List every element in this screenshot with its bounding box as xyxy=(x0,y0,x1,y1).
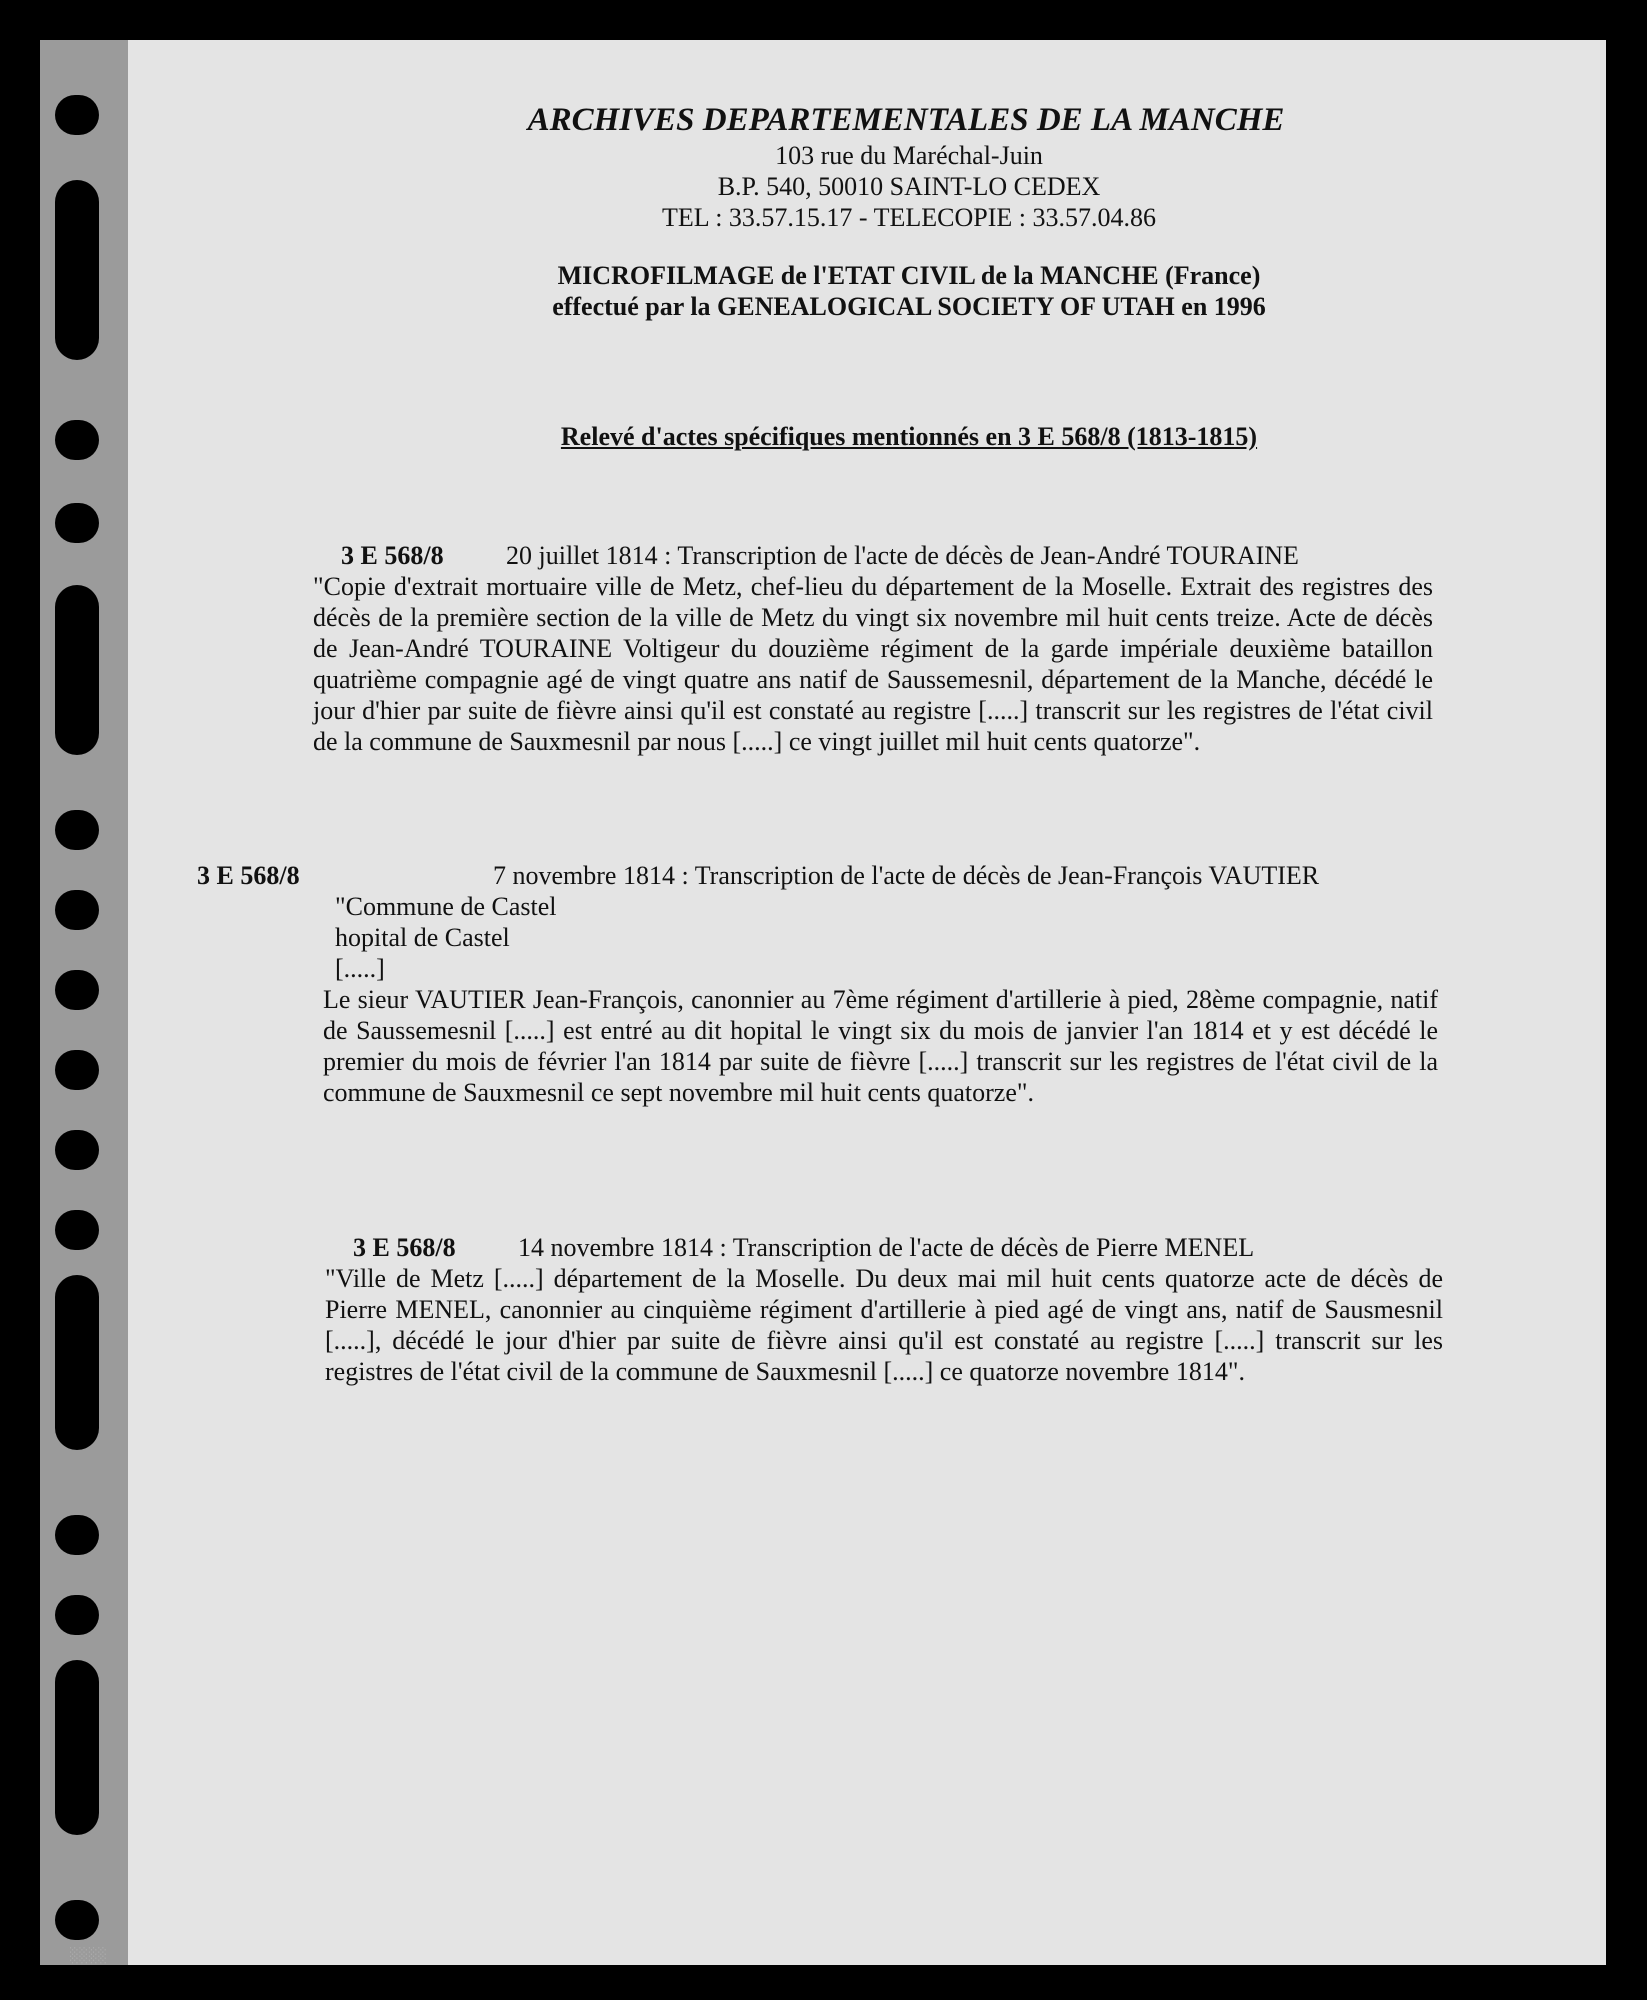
perforation xyxy=(55,180,99,360)
frame-code: ░░░░ xyxy=(70,1948,108,1964)
perforation xyxy=(55,1595,99,1635)
entry-body: Le sieur VAUTIER Jean-François, canonnier au 7ème régiment d'artillerie à pied, 28ème compagnie, natif de Saussemesnil [.....] est entré au dit hopital le vingt six du mois de janvier l'an 1814 et y est décédé le premier du mois de février l'an 1814 par suite de fièvre [.....] transcrit sur les registres de l'état civil de la commune de Sauxmesnil ce sept novembre mil huit cents quatorze". xyxy=(323,985,1438,1107)
record-entry xyxy=(313,540,1433,757)
microfilm-notice xyxy=(128,260,1606,322)
perforation xyxy=(55,95,99,135)
perforation xyxy=(55,585,99,755)
entry-body: "Copie d'extrait mortuaire ville de Metz, chef-lieu du département de la Moselle. Extrait des registres des décès de la première section de la ville de Metz du vingt six novembre mil huit cents treize. Acte de décès de Jean-André TOURAINE Voltigeur du douzième régiment de la garde impériale deuxième bataillon quatrième compagnie agé de vingt quatre ans natif de Saussemesnil, département de la Manche, décédé le jour d'hier par suite de fièvre ainsi qu'il est constaté au registre [.....] transcrit sur les registres de l'état civil de la commune de Sauxmesnil par nous [.....] ce vingt juillet mil huit cents quatorze". xyxy=(313,572,1433,756)
entry-heading xyxy=(197,860,1438,891)
perforation xyxy=(55,1275,99,1450)
record-entry xyxy=(197,860,1438,1108)
microfilm-line: effectué par la GENEALOGICAL SOCIETY OF UTAH en 1996 xyxy=(552,292,1266,321)
entry-heading xyxy=(313,540,1433,571)
address-line: 103 rue du Maréchal-Juin xyxy=(775,141,1043,170)
letterhead xyxy=(128,100,1606,233)
entry-line: hopital de Castel xyxy=(335,923,510,952)
perforation xyxy=(55,810,99,850)
perforation xyxy=(55,1660,99,1835)
perforation xyxy=(55,420,99,460)
document-page xyxy=(128,40,1606,1965)
perforation xyxy=(55,1210,99,1250)
releve-title xyxy=(128,422,1606,452)
entry-heading-text: 20 juillet 1814 : Transcription de l'acte de décès de Jean-André TOURAINE xyxy=(506,541,1299,570)
entry-ref: 3 E 568/8 xyxy=(197,861,300,890)
entry-line: [.....] xyxy=(335,954,385,983)
address-line: B.P. 540, 50010 SAINT-LO CEDEX xyxy=(717,172,1101,201)
perforation xyxy=(55,1515,99,1555)
microfilm-line: MICROFILMAGE de l'ETAT CIVIL de la MANCHE (France) xyxy=(557,261,1261,290)
address-line: TEL : 33.57.15.17 - TELECOPIE : 33.57.04.86 xyxy=(662,203,1156,232)
perforation xyxy=(55,890,99,930)
perforation xyxy=(55,1900,99,1940)
entry-line: "Commune de Castel xyxy=(335,892,557,921)
entry-heading-text: 7 novembre 1814 : Transcription de l'acte de décès de Jean-François VAUTIER xyxy=(493,861,1320,890)
film-strip xyxy=(40,40,135,1965)
entry-ref: 3 E 568/8 xyxy=(353,1233,456,1262)
entry-heading xyxy=(325,1232,1443,1263)
entry-body: "Ville de Metz [.....] département de la Moselle. Du deux mai mil huit cents quatorze acte de décès de Pierre MENEL, canonnier au cinquième régiment d'artillerie à pied agé de vingt ans, natif de Sausmesnil [.....], décédé le jour d'hier par suite de fièvre ainsi qu'il est constaté au registre [.....] transcrit sur les registres de l'état civil de la commune de Sauxmesnil [.....] ce quatorze novembre 1814". xyxy=(325,1264,1443,1386)
perforation xyxy=(55,503,99,543)
entry-heading-text: 14 novembre 1814 : Transcription de l'acte de décès de Pierre MENEL xyxy=(518,1233,1255,1262)
perforation xyxy=(55,1130,99,1170)
releve-title-text: Relevé d'actes spécifiques mentionnés en 3 E 568/8 (1813-1815) xyxy=(560,422,1258,451)
record-entry xyxy=(325,1232,1443,1387)
perforation xyxy=(55,970,99,1010)
perforation xyxy=(55,1050,99,1090)
archive-title: ARCHIVES DEPARTEMENTALES DE LA MANCHE xyxy=(527,102,1285,138)
entry-ref: 3 E 568/8 xyxy=(341,541,444,570)
